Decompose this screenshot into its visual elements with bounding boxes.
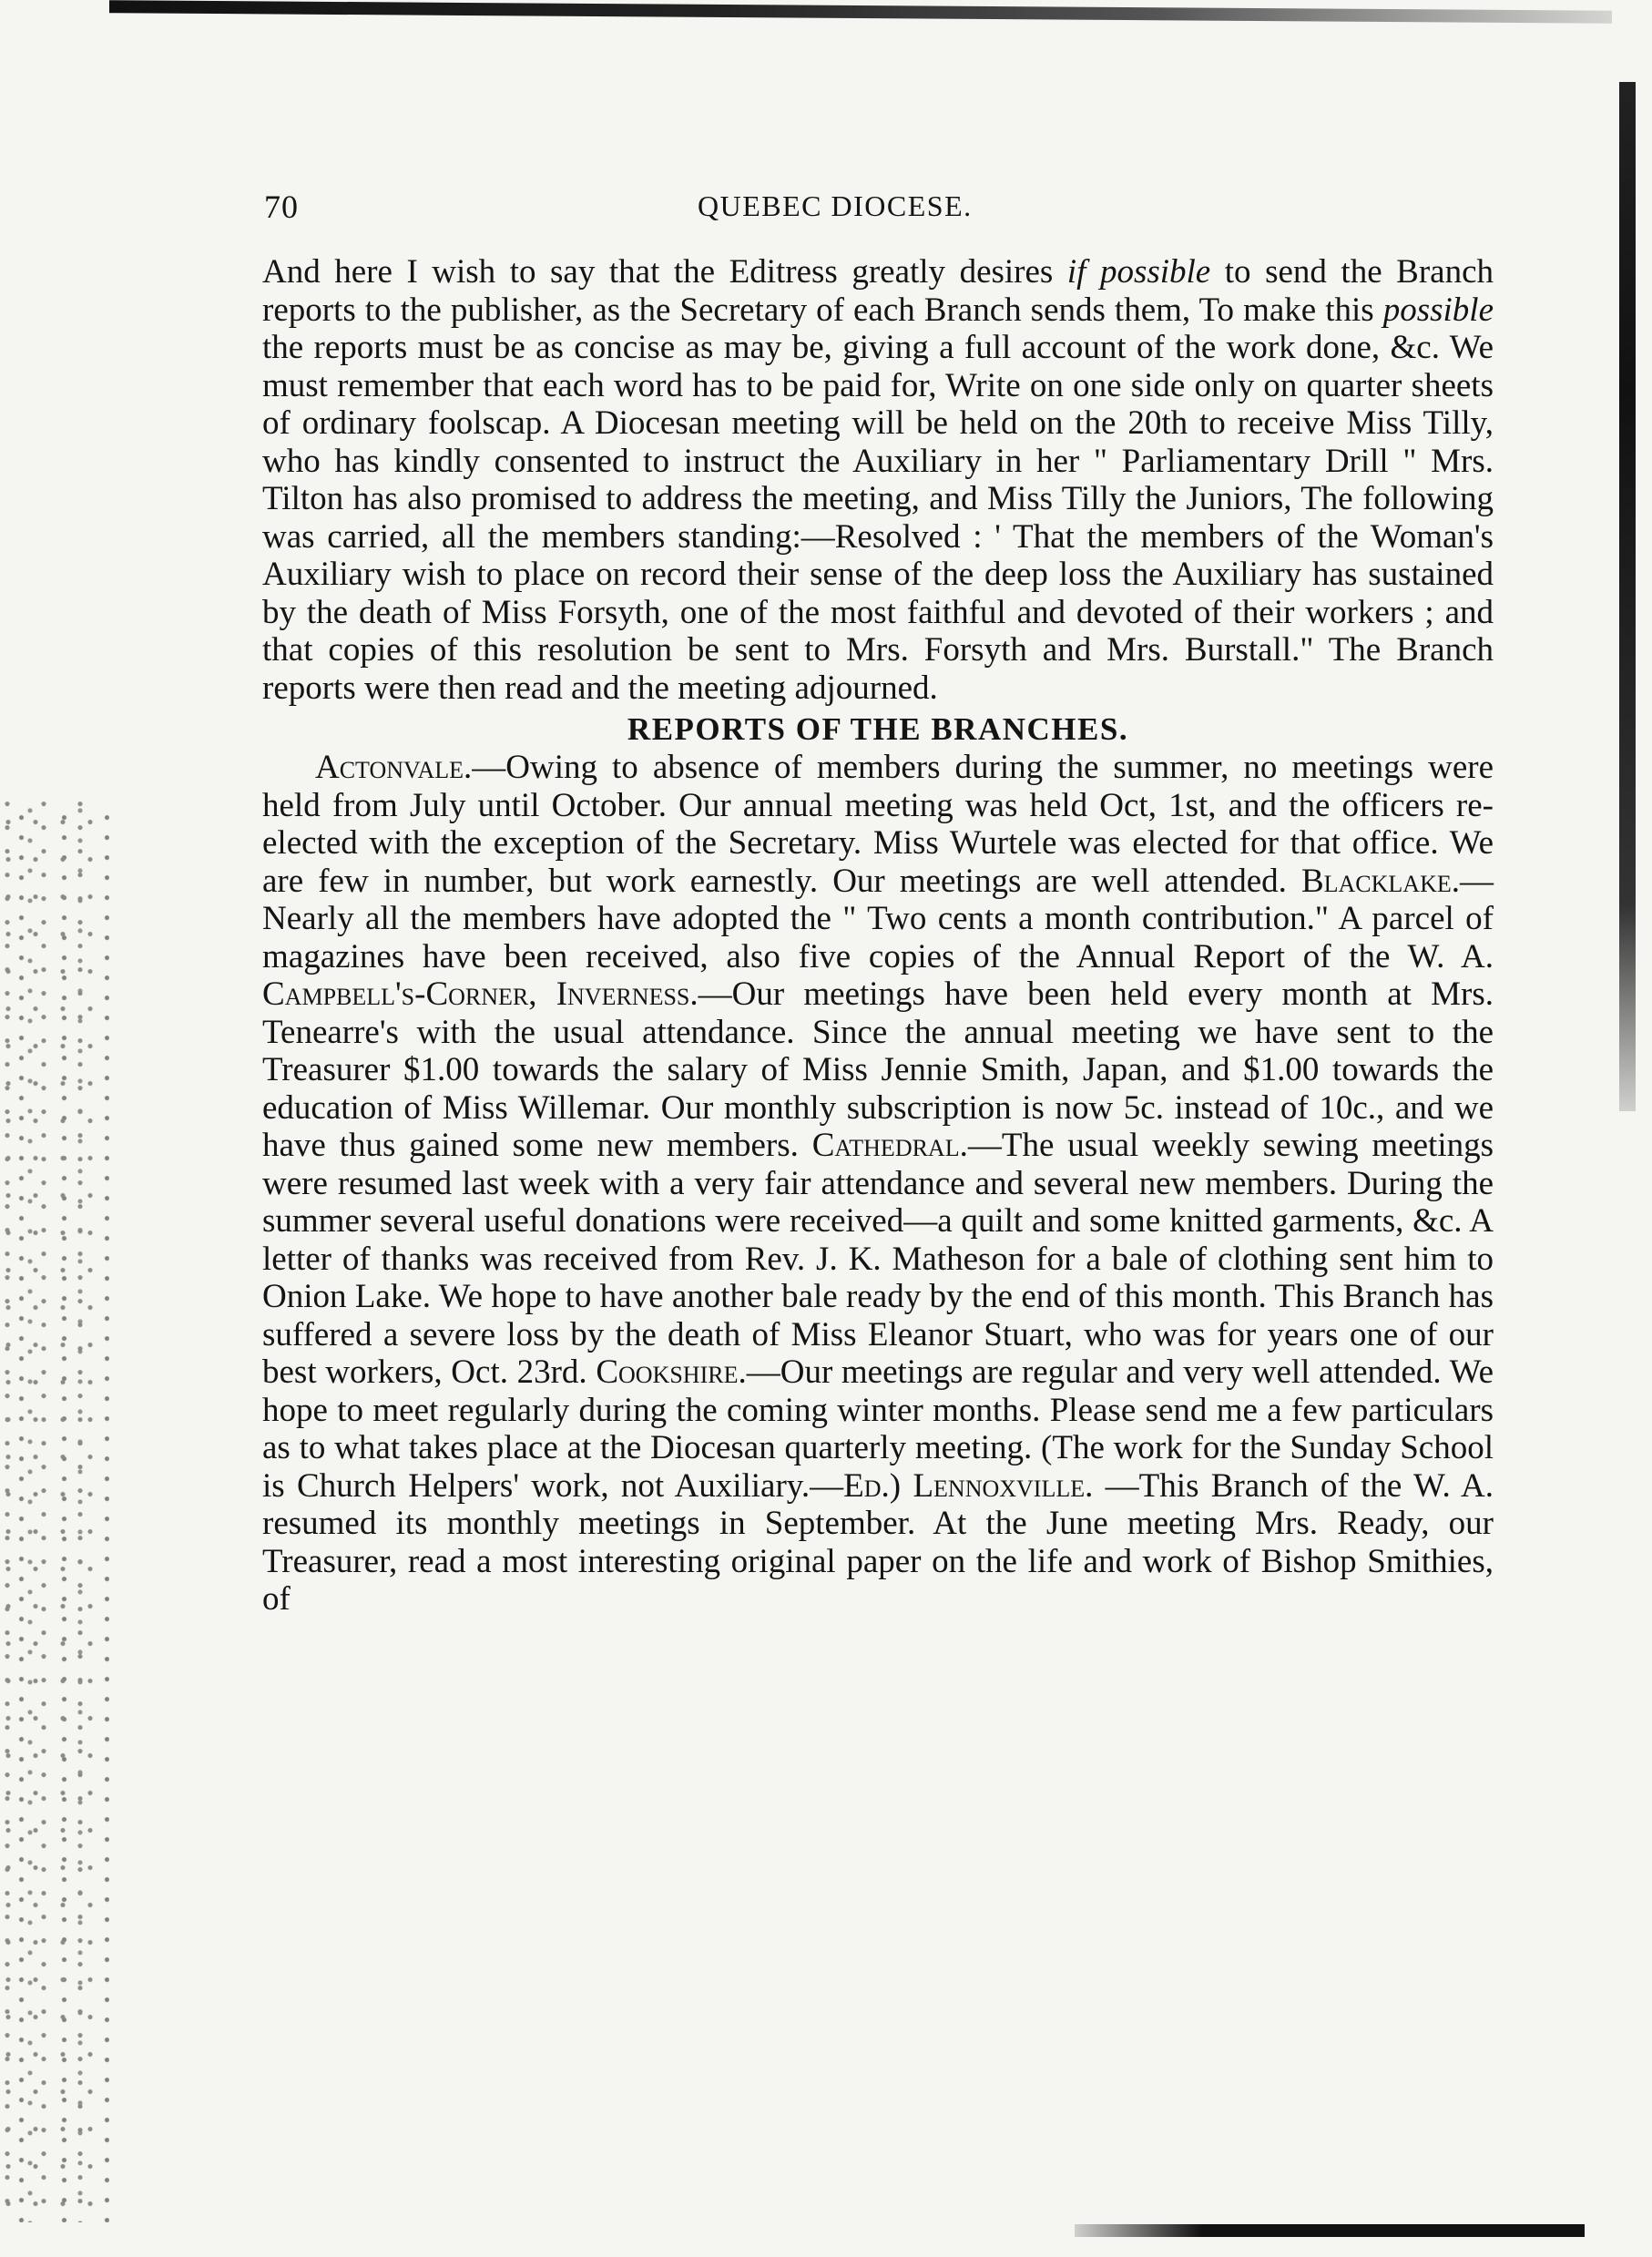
intro-text-1: And here I wish to say that the Editress greatly desires xyxy=(262,253,1067,291)
intro-text-3: the reports must be as concise as may be, giving a full account of the work done, &c. We must remember that each word has to be paid for, Write on one side only on quarter sheets of ordinary foolscap. A Diocesan meeting will be held on the 20th to receive Miss Tilly, who has kindly consented to instruct the Auxiliary in her " Parliamentary Drill " Mrs. Tilton has also promised to address the meeting, and Miss Tilly the Juniors, The following was carried, all the members standing:—Resolved : ' That the members of the Woman's Auxiliary wish to place on record their sense of the deep loss the Auxiliary has sustained by the death of Miss Forsyth, one of the most faithful and devoted of their workers ; and that copies of this resolution be sent to Mrs. Forsyth and Mrs. Burstall." The Branch reports were then read and the meeting adjourned. xyxy=(262,329,1494,707)
running-title: QUEBEC DIOCESE. xyxy=(698,189,973,222)
scan-bottom-edge xyxy=(1075,2224,1585,2237)
report-campbells-corner: —Our meetings have been held every month at Mrs. Tenearre's with the usual attendance. Since the annual meeting we have sent to the Treasurer $1.00 towards the salary of Miss Jennie Smith, Japan, and $1.00 towards the education of Miss Willemar. Our monthly subscription is now 5c. instead of 10c., and we have thus gained some new members. xyxy=(262,975,1494,1164)
branch-name-campbells-corner: Campbell's-Corner, Inverness. xyxy=(262,975,699,1013)
scan-right-edge xyxy=(1619,82,1636,1111)
branch-name-actonvale: Actonvale. xyxy=(315,749,473,786)
intro-emphasis-1: if possible xyxy=(1066,253,1211,291)
book-page xyxy=(262,188,1494,1619)
scan-top-edge xyxy=(109,0,1612,24)
editor-note: Ed. xyxy=(843,1466,890,1505)
section-heading: REPORTS OF THE BRANCHES. xyxy=(627,711,1129,747)
scan-noise xyxy=(0,802,109,2222)
branch-name-lennoxville: Lennoxville. xyxy=(913,1466,1094,1505)
report-cookshire: —Our meetings are regular and very well attended. We hope to meet regularly during the coming winter months. Please send me a few particulars as to what takes place at the Diocesan quarterly meeting. (The work for the Sunday School is Church Helpers' work, not Auxiliary.— xyxy=(262,1353,1494,1505)
intro-emphasis-2: possible xyxy=(1382,291,1494,329)
report-blacklake: —Nearly all the members have adopted the " Two cents a month contribution." A parcel of magazines have been received, also five copies of the Annual Report of the W. A. xyxy=(262,862,1494,975)
report-cathedral: —The usual weekly sewing meetings were resumed last week with a very fair attendance and several new members. During the summer several useful donations were received—a quilt and some knitted garments, &c. A letter of thanks was received from Rev. J. K. Matheson for a bale of clothing sent him to Onion Lake. We hope to have another bale ready by the end of this month. This Branch has suffered a severe loss by the death of Miss Eleanor Stuart, who was for years one of our best workers, Oct. 23rd. xyxy=(262,1127,1494,1391)
page-number: 70 xyxy=(264,189,299,225)
running-head xyxy=(262,188,1494,253)
branch-reports-paragraph xyxy=(262,749,1494,1619)
branch-name-cathedral: Cathedral. xyxy=(811,1127,968,1164)
report-actonvale: —Owing to absence of members during the summer, no meetings were held from July until October. Our annual meeting was held Oct, 1st, and the officers re-elected with the exception of the Secretary. Miss Wurtele was elected for that office. We are few in number, but work earnestly. Our meetings are well attended. xyxy=(262,749,1494,900)
report-lennoxville: —This Branch of the W. A. resumed its monthly meetings in September. At the June meeting Mrs. Ready, our Treasurer, read a most interesting original paper on the life and work of Bishop Smithies, of xyxy=(262,1466,1494,1618)
branch-name-blacklake: Blacklake. xyxy=(1300,862,1460,900)
intro-text-2: to send the Branch reports to the publisher, as the Secretary of each Branch sends them, To make this xyxy=(262,253,1494,329)
intro-paragraph xyxy=(262,253,1494,707)
branch-name-cookshire: Cookshire. xyxy=(596,1353,747,1391)
editor-note-close: ) xyxy=(889,1466,913,1505)
